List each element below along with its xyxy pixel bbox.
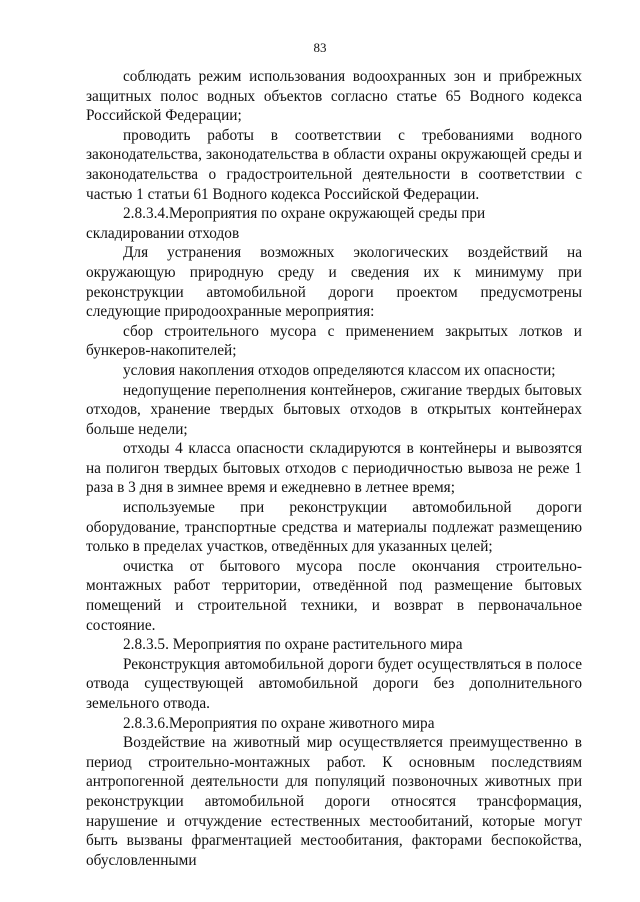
paragraph-flora: Реконструкция автомобильной дороги будет осуществляться в полосе отвода существующей автомобильной дороги без дополнительного земельного отвода. [86,655,582,712]
paragraph-water-protection-zones: соблюдать режим использования водоохранных зон и прибрежных защитных полос водных объектов согласно статье 65 Водного кодекса Российской Федерации; [86,68,582,125]
list-item-container-overflow: недопущение переполнения контейнеров, сжигание твердых бытовых отходов, хранение твердых бытовых отходов в открытых контейнерах больше недели; [86,381,582,438]
list-item-debris-collection: сбор строительного мусора с применением закрытых лотков и бункеров-накопителей; [86,322,582,360]
paragraph-measures-intro: Для устранения возможных экологических воздействий на окружающую природную среду и сведения их к минимуму при реконструкции автомобильной дороги проектом предусмотрены следующие природоохранные мероприятия: [86,244,582,321]
document-body [86,67,582,870]
section-heading-waste: 2.8.3.4.Мероприятия по охране окружающей среды при складировании отходов [86,205,486,242]
page-number: 83 [313,40,327,55]
paragraph-fauna: Воздействие на животный мир осуществляется преимущественно в период строительно-монтажных работ. К основным последствиям антропогенной деятельности для популяций позвоночных животных при реконструкции автомобильной дороги относятся трансформация, нарушение и отчуждение естественных местообитаний, которые могут быть вызваны фрагментацией местообитания, факторами беспокойства, обусловленными [86,734,582,869]
paragraph-conduct-works: проводить работы в соответствии с требованиями водного законодательства, законодательства в области охраны окружающей среды и законодательства о градостроительной деятельности в соответствии с частью 1 статьи 61 Водного кодекса Российской Федерации. [86,126,582,203]
list-item-cleanup: очистка от бытового мусора после окончания строительно-монтажных работ территории, отведённой под размещение бытовых помещений и строительной техники, и возврат в первоначальное состояние. [86,557,582,634]
list-item-waste-conditions: условия накопления отходов определяются классом их опасности; [123,361,556,379]
section-heading-fauna: 2.8.3.6.Мероприятия по охране животного мира [123,714,435,732]
section-heading-flora: 2.8.3.5. Мероприятия по охране растительного мира [123,636,463,654]
list-item-hazard-class-4: отходы 4 класса опасности складируются в контейнеры и вывозятся на полигон твердых бытовых отходов с периодичностью вывоза не реже 1 раза в 3 дня в зимнее время и ежедневно в летнее время; [86,440,582,497]
list-item-equipment-placement: используемые при реконструкции автомобильной дороги оборудование, транспортные средства и материалы подлежат размещению только в пределах участков, отведённых для указанных целей; [86,499,582,556]
